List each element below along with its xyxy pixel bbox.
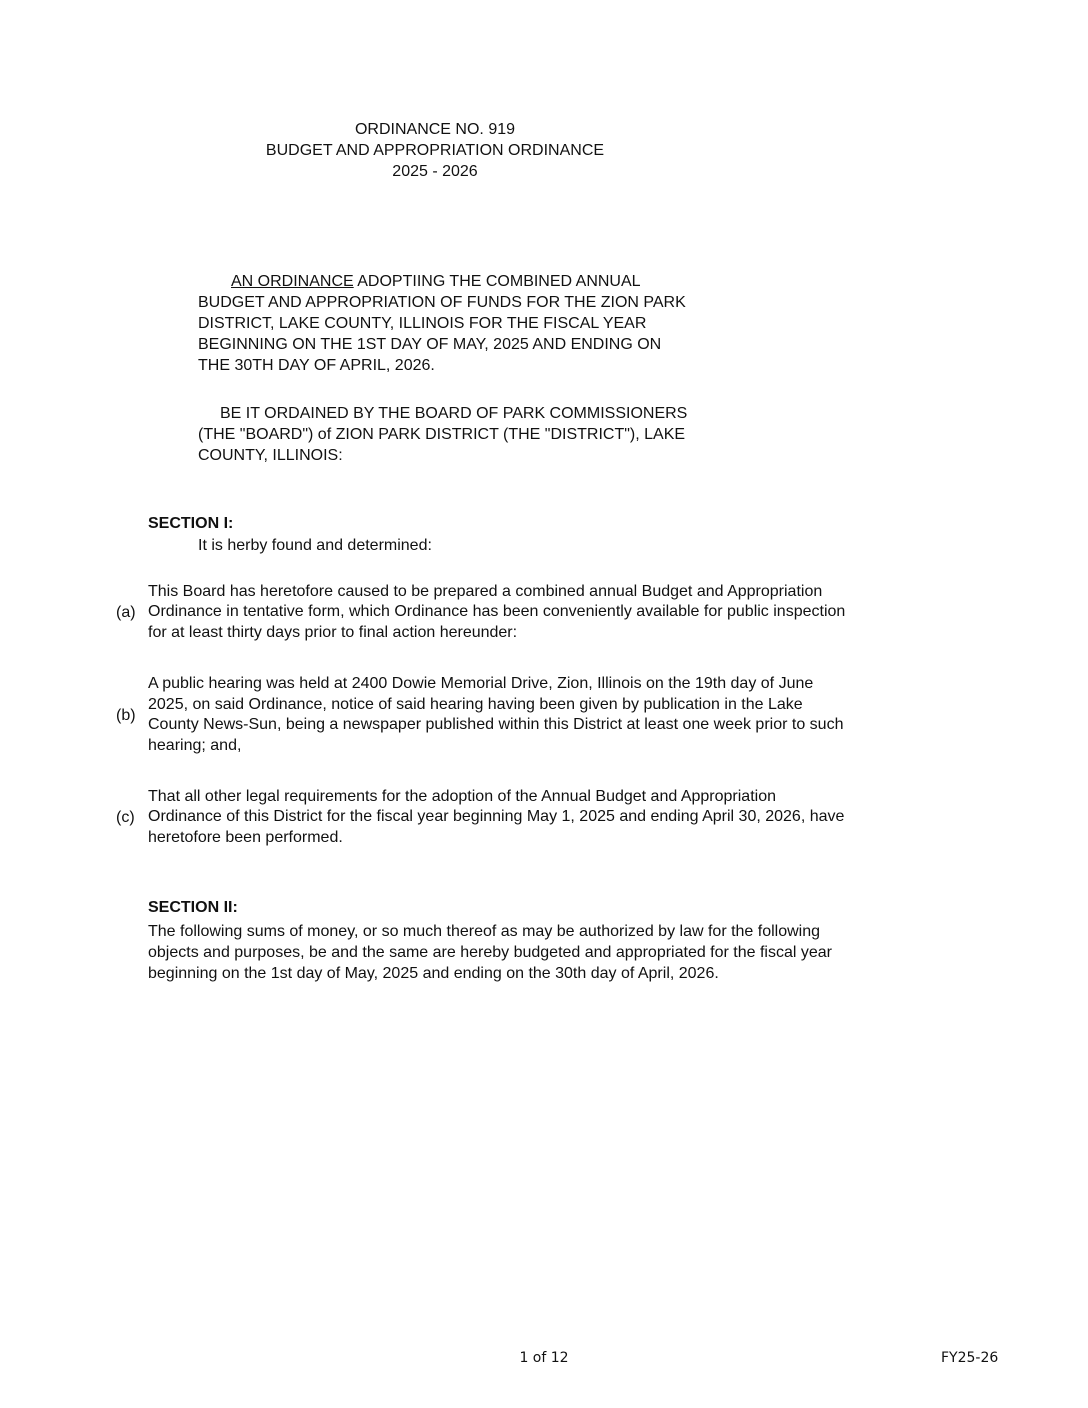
item-a-line-3: for at least thirty days prior to final action hereunder: [148, 624, 518, 641]
ordinance-number: ORDINANCE NO. 919 [354, 121, 516, 138]
section-1-heading: SECTION I: [148, 515, 234, 532]
page-number: 1 of 12 [519, 1350, 569, 1366]
ordained-line-1: BE IT ORDAINED BY THE BOARD OF PARK COMMISSIONERS [220, 405, 688, 422]
section-1-intro: It is herby found and determined: [198, 537, 432, 554]
item-b-label: (b) [116, 707, 136, 724]
preamble-line-1-rest: ADOPTIING THE COMBINED ANNUAL [353, 273, 641, 290]
item-c-line-2: Ordinance of this District for the fiscal year beginning May 1, 2025 and ending April 30, 2026, have [148, 808, 845, 825]
item-c-line-3: heretofore been performed. [148, 829, 343, 846]
ordained-line-2: (THE "BOARD") of ZION PARK DISTRICT (THE "DISTRICT"), LAKE [198, 426, 686, 443]
item-c-label: (c) [116, 809, 135, 826]
item-b-line-2: 2025, on said Ordinance, notice of said hearing having been given by publication in the Lake [148, 696, 803, 713]
document-code: FY25-26 [941, 1350, 999, 1366]
item-b-line-3: County News-Sun, being a newspaper published within this District at least one week prior to such [148, 716, 844, 733]
item-a-label: (a) [116, 604, 136, 621]
section-2-line-1: The following sums of money, or so much thereof as may be authorized by law for the following [148, 923, 821, 940]
preamble-line-5: THE 30TH DAY OF APRIL, 2026. [198, 357, 435, 374]
preamble-line-4: BEGINNING ON THE 1ST DAY OF MAY, 2025 AND ENDING ON [198, 336, 662, 353]
item-a-line-1: This Board has heretofore caused to be prepared a combined annual Budget and Appropriation [148, 583, 823, 600]
ordained-line-3: COUNTY, ILLINOIS: [198, 447, 343, 464]
item-b-line-1: A public hearing was held at 2400 Dowie Memorial Drive, Zion, Illinois on the 19th day of June [148, 675, 814, 692]
item-b-line-4: hearing; and, [148, 737, 242, 754]
fiscal-years: 2025 - 2026 [392, 163, 478, 180]
item-a-line-2: Ordinance in tentative form, which Ordinance has been conveniently available for public inspection [148, 603, 846, 620]
item-c-line-1: That all other legal requirements for the adoption of the Annual Budget and Appropriation [148, 788, 776, 805]
preamble-line-3: DISTRICT, LAKE COUNTY, ILLINOIS FOR THE FISCAL YEAR [198, 315, 647, 332]
preamble-underlined: AN ORDINANCE [231, 273, 354, 290]
document-title: BUDGET AND APPROPRIATION ORDINANCE [265, 142, 605, 159]
section-2-line-3: beginning on the 1st day of May, 2025 and ending on the 30th day of April, 2026. [148, 965, 719, 982]
preamble-line-2: BUDGET AND APPROPRIATION OF FUNDS FOR THE ZION PARK [198, 294, 686, 311]
section-2-line-2: objects and purposes, be and the same are hereby budgeted and appropriated for the fiscal year [148, 944, 833, 961]
preamble-line-1 [231, 271, 641, 292]
section-2-heading: SECTION II: [148, 899, 238, 916]
